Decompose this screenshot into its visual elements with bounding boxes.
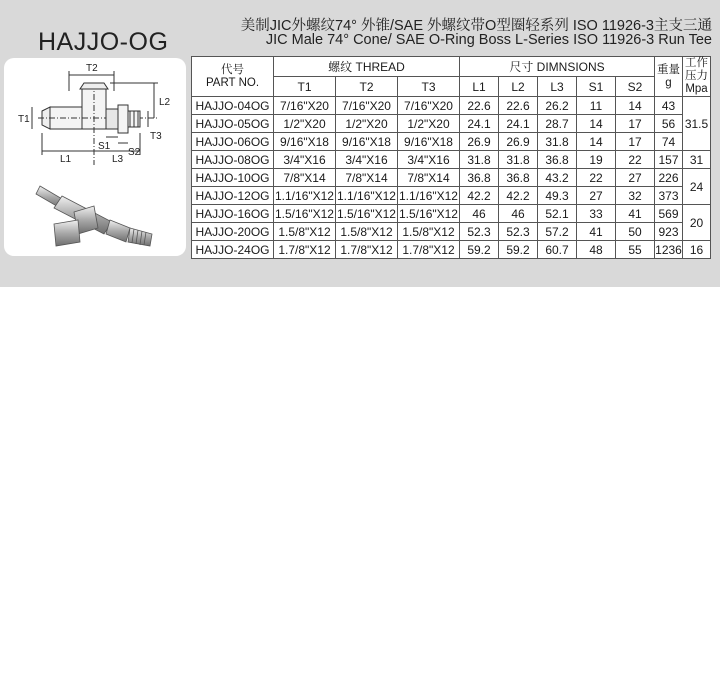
product-image-box	[4, 58, 186, 256]
cell-s2: 17	[616, 115, 655, 133]
cell-l3: 57.2	[538, 223, 577, 241]
cell-s1: 41	[577, 223, 616, 241]
cell-part: HAJJO-16OG	[192, 205, 274, 223]
cell-t3: 1.1/16"X12	[399, 188, 458, 203]
cell-s2: 14	[616, 97, 655, 115]
cell-l3: 49.3	[538, 187, 577, 205]
table-row	[192, 169, 711, 187]
cell-l3: 26.2	[538, 97, 577, 115]
col-header-s1: S1	[577, 77, 616, 97]
cell-l1: 42.2	[460, 187, 499, 205]
cell-l3: 36.8	[538, 151, 577, 169]
cell-pressure: 31.5	[683, 97, 711, 151]
cell-t1: 1.5/8"X12	[274, 223, 336, 241]
cell-t3: 9/16"X18	[398, 133, 460, 151]
cell-part: HAJJO-06OG	[192, 133, 274, 151]
table-row	[192, 97, 711, 115]
cell-l3: 28.7	[538, 115, 577, 133]
cell-part: HAJJO-05OG	[192, 115, 274, 133]
cell-l1: 31.8	[460, 151, 499, 169]
cell-part: HAJJO-10OG	[192, 169, 274, 187]
table-row	[192, 223, 711, 241]
drawing-label-t3: T3	[150, 131, 162, 142]
cell-t1: 1.7/8"X12	[274, 241, 336, 259]
cell-pressure: 16	[683, 241, 711, 259]
col-header-t2: T2	[336, 77, 398, 97]
cell-s2: 22	[616, 151, 655, 169]
cell-l2: 52.3	[499, 223, 538, 241]
spec-table-body	[192, 97, 711, 259]
cell-w: 1236	[655, 242, 682, 257]
cell-t3: 1/2"X20	[398, 115, 460, 133]
cell-s2: 50	[616, 223, 655, 241]
col-header-t3: T3	[398, 77, 460, 97]
cell-w: 56	[655, 115, 683, 133]
weight-header: 重量 g	[655, 57, 683, 97]
col-header-t1: T1	[274, 77, 336, 97]
cell-t1: 7/16"X20	[274, 97, 336, 115]
cell-s1: 19	[577, 151, 616, 169]
cell-l1: 26.9	[460, 133, 499, 151]
drawing-label-s1: S1	[98, 141, 111, 152]
cell-pressure: 20	[683, 205, 711, 241]
cell-t1: 3/4"X16	[274, 151, 336, 169]
cell-l2: 26.9	[499, 133, 538, 151]
cell-s2: 41	[616, 205, 655, 223]
cell-s1: 11	[577, 97, 616, 115]
cell-t2: 1.1/16"X12	[337, 188, 396, 203]
cell-t2: 7/8"X14	[336, 169, 398, 187]
table-row	[192, 241, 711, 259]
cell-t3: 7/8"X14	[398, 169, 460, 187]
col-header-l2: L2	[499, 77, 538, 97]
cell-l1: 22.6	[460, 97, 499, 115]
table-row	[192, 205, 711, 223]
cell-t2: 9/16"X18	[336, 133, 398, 151]
product-panel	[0, 0, 720, 287]
cell-t3: 3/4"X16	[398, 151, 460, 169]
table-header-row	[192, 57, 711, 77]
cell-t1: 1.5/16"X12	[275, 206, 334, 221]
cell-l3: 52.1	[538, 205, 577, 223]
cell-s1: 33	[577, 205, 616, 223]
cell-pressure: 31	[683, 151, 711, 169]
pressure-header: 工作 压力 Mpa	[683, 57, 711, 97]
cell-t3: 7/16"X20	[398, 97, 460, 115]
cell-l1: 52.3	[460, 223, 499, 241]
cell-pressure: 24	[683, 169, 711, 205]
table-row	[192, 187, 711, 205]
cell-t3: 1.5/8"X12	[398, 223, 460, 241]
cell-w: 157	[655, 151, 683, 169]
cell-s2: 55	[616, 241, 655, 259]
cell-l1: 46	[460, 205, 499, 223]
part-no-header: 代号 PART NO.	[192, 57, 274, 97]
cell-t2: 7/16"X20	[336, 97, 398, 115]
cell-l3: 60.7	[538, 241, 577, 259]
col-header-s2: S2	[616, 77, 655, 97]
cell-w: 74	[655, 133, 683, 151]
col-header-l3: L3	[538, 77, 577, 97]
table-row	[192, 133, 711, 151]
cell-l2: 59.2	[499, 241, 538, 259]
cell-t2: 1/2"X20	[336, 115, 398, 133]
dimension-group-header: 尺寸 DIMNSIONS	[460, 57, 655, 77]
cell-l2: 24.1	[499, 115, 538, 133]
cell-s1: 14	[577, 133, 616, 151]
cell-s1: 22	[577, 169, 616, 187]
cell-w: 923	[655, 223, 683, 241]
cell-s1: 48	[577, 241, 616, 259]
spec-table	[191, 56, 711, 259]
drawing-label-s2: S2	[128, 147, 141, 158]
cell-l3: 31.8	[538, 133, 577, 151]
cell-t2: 1.5/8"X12	[336, 223, 398, 241]
cell-l2: 46	[499, 205, 538, 223]
cell-t1: 7/8"X14	[274, 169, 336, 187]
cell-t2: 1.5/16"X12	[337, 206, 396, 221]
cell-l1: 24.1	[460, 115, 499, 133]
technical-drawing	[14, 61, 179, 173]
model-number: HAJJO-OG	[38, 28, 169, 56]
cell-l2: 22.6	[499, 97, 538, 115]
cell-l2: 31.8	[499, 151, 538, 169]
cell-t3: 1.7/8"X12	[398, 241, 460, 259]
cell-part: HAJJO-12OG	[192, 187, 274, 205]
drawing-label-l1: L1	[60, 154, 72, 165]
title-english: JIC Male 74° Cone/ SAE O-Ring Boss L-Series ISO 11926-3 Run Tee	[265, 32, 712, 48]
col-header-l1: L1	[460, 77, 499, 97]
drawing-label-l2: L2	[159, 97, 171, 108]
cell-w: 569	[655, 205, 683, 223]
title-chinese: 美制JIC外螺纹74° 外锥/SAE 外螺纹带O型圈轻系列 ISO 11926-3主支三通	[240, 18, 712, 34]
cell-s2: 27	[616, 169, 655, 187]
cell-t2: 1.7/8"X12	[336, 241, 398, 259]
cell-part: HAJJO-08OG	[192, 151, 274, 169]
cell-l3: 43.2	[538, 169, 577, 187]
cell-t3: 1.5/16"X12	[399, 206, 458, 221]
cell-s1: 14	[577, 115, 616, 133]
cell-s2: 32	[616, 187, 655, 205]
table-row	[192, 115, 711, 133]
thread-group-header: 螺纹 THREAD	[274, 57, 460, 77]
cell-t1: 1.1/16"X12	[275, 188, 334, 203]
cell-w: 226	[655, 169, 683, 187]
table-row	[192, 151, 711, 169]
cell-l1: 59.2	[460, 241, 499, 259]
cell-t1: 9/16"X18	[274, 133, 336, 151]
cell-w: 373	[655, 187, 683, 205]
drawing-label-l3: L3	[112, 154, 124, 165]
cell-l1: 36.8	[460, 169, 499, 187]
cell-l2: 36.8	[499, 169, 538, 187]
drawing-label-t1: T1	[18, 114, 30, 125]
cell-part: HAJJO-24OG	[192, 241, 274, 259]
cell-w: 43	[655, 97, 683, 115]
cell-l2: 42.2	[499, 187, 538, 205]
cell-t2: 3/4"X16	[336, 151, 398, 169]
cell-s1: 27	[577, 187, 616, 205]
product-photo	[34, 176, 158, 252]
cell-s2: 17	[616, 133, 655, 151]
cell-part: HAJJO-04OG	[192, 97, 274, 115]
cell-part: HAJJO-20OG	[192, 223, 274, 241]
cell-t1: 1/2"X20	[274, 115, 336, 133]
drawing-label-t2: T2	[86, 63, 98, 74]
